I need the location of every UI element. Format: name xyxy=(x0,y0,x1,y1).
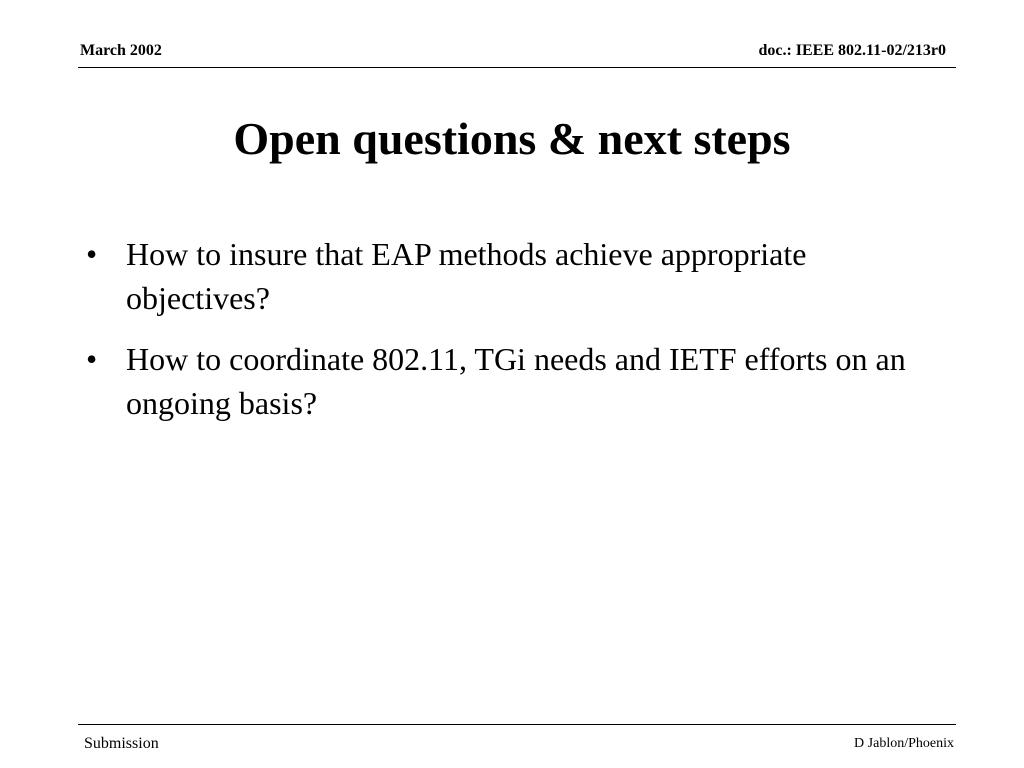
bullet-text: How to coordinate 802.11, TGi needs and IETF efforts on an ongoing basis? xyxy=(126,341,906,421)
bullet-item xyxy=(86,232,926,320)
slide-title: Open questions & next steps xyxy=(233,113,791,164)
header-date: March 2002 xyxy=(80,42,162,59)
bullet-icon: • xyxy=(86,236,98,272)
bullet-item xyxy=(86,337,926,425)
header-divider xyxy=(78,67,956,68)
footer-submission: Submission xyxy=(84,735,159,752)
footer-author: D Jablon/Phoenix xyxy=(854,736,954,751)
header-doc-id: doc.: IEEE 802.11-02/213r0 xyxy=(758,42,946,59)
bullet-icon: • xyxy=(86,341,98,377)
bullet-text: How to insure that EAP methods achieve appropriate objectives? xyxy=(126,236,807,316)
footer-divider xyxy=(78,724,956,725)
bullet-list xyxy=(86,232,926,442)
